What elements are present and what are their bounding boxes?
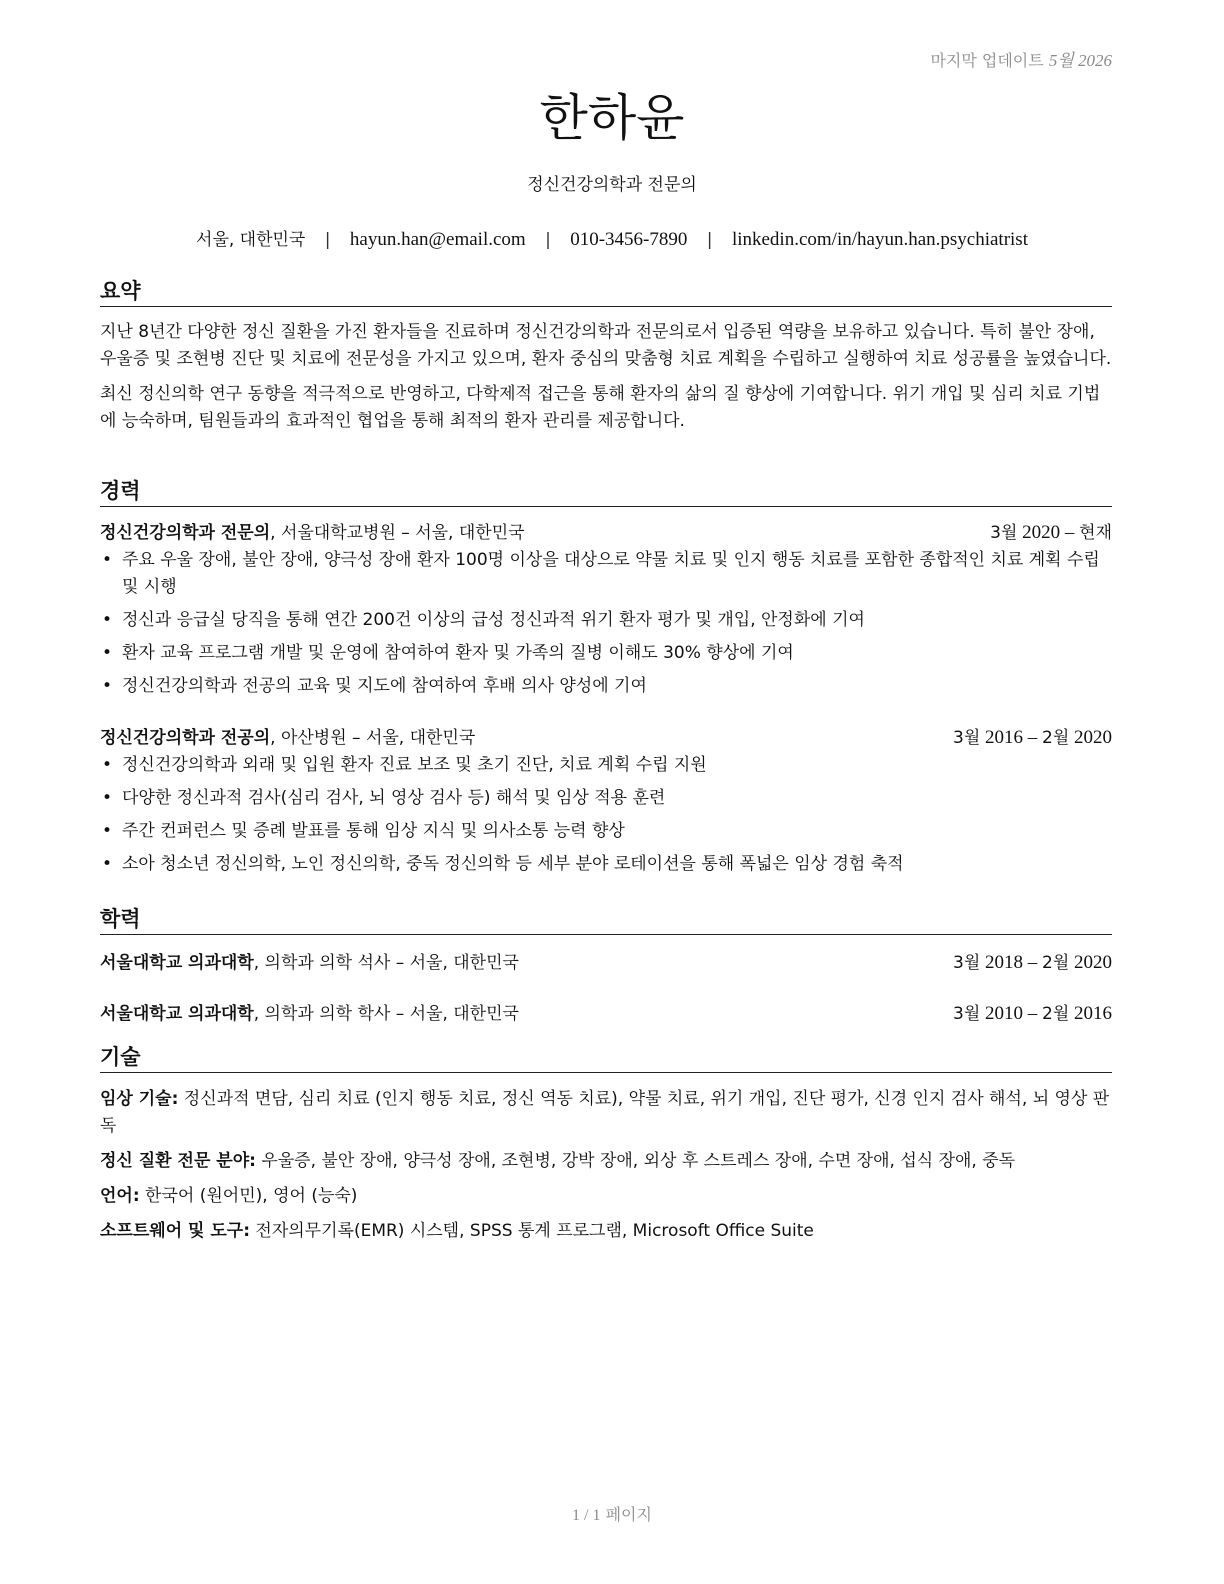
skill-value: 전자의무기록(EMR) 시스템, SPSS 통계 프로그램, Microsoft Office Suite [250, 1221, 814, 1241]
contact-separator: | [706, 230, 713, 250]
skill-label: 언어: [100, 1186, 140, 1206]
degree-detail: , 의학과 의학 석사 – 서울, 대한민국 [253, 953, 519, 973]
degree-detail: , 의학과 의학 학사 – 서울, 대한민국 [253, 1004, 519, 1024]
job-dates: 3월 2020 – 현재 [990, 522, 1112, 543]
summary-heading: 요약 [100, 278, 1112, 307]
list-item: • 정신건강의학과 전공의 교육 및 지도에 참여하여 후배 의사 양성에 기여 [102, 676, 647, 696]
list-item: • 정신건강의학과 외래 및 입원 환자 진료 보조 및 초기 진단, 치료 계획 수립 지원 [102, 755, 707, 775]
last-updated-label: 마지막 업데이트 [930, 51, 1044, 70]
list-item: • 주간 컨퍼런스 및 증례 발표를 통해 임상 지식 및 의사소통 능력 향상 [102, 821, 625, 841]
school-name: 서울대학교 의과대학 [100, 953, 254, 973]
contact-phone: 010-3456-7890 [570, 229, 688, 250]
skills-heading: 기술 [100, 1044, 1112, 1073]
education-section [100, 906, 1112, 1028]
list-item: • 주요 우울 장애, 불안 장애, 양극성 장애 환자 100명 이상을 대상으로 약물 치료 및 인지 행동 치료를 포함한 종합적인 치료 계획 수립 및 시행 [102, 550, 1100, 597]
list-item: • 소아 청소년 정신의학, 노인 정신의학, 중독 정신의학 등 세부 분야 로테이션을 통해 폭넓은 임상 경험 축적 [102, 854, 904, 874]
last-updated-date: 5월 2026 [1048, 51, 1112, 70]
education-dates: 3월 2018 – 2월 2020 [953, 952, 1112, 973]
job-dates: 3월 2016 – 2월 2020 [953, 727, 1112, 748]
skill-line [100, 1086, 1112, 1140]
page-count: 1 / 1 [572, 1507, 601, 1524]
skill-value: 우울증, 불안 장애, 양극성 장애, 조현병, 강박 장애, 외상 후 스트레스 장애, 수면 장애, 섭식 장애, 중독 [255, 1151, 1016, 1171]
skill-value: 한국어 (원어민), 영어 (능숙) [139, 1186, 358, 1206]
education-heading: 학력 [100, 906, 1112, 935]
experience-section [100, 478, 1112, 878]
job-employer: , 서울대학교병원 – 서울, 대한민국 [270, 523, 525, 543]
skill-line [100, 1148, 1112, 1175]
list-item: • 다양한 정신과적 검사(심리 검사, 뇌 영상 검사 등) 해석 및 임상 적용 훈련 [102, 788, 666, 808]
page-word: 페이지 [605, 1505, 652, 1524]
job-title: 정신건강의학과 전문의 [100, 523, 271, 543]
candidate-name: 한하윤 [539, 89, 685, 147]
job-header [100, 519, 1112, 547]
contact-line [0, 225, 1224, 251]
list-item: • 정신과 응급실 당직을 통해 연간 200건 이상의 급성 정신과적 위기 환자 평가 및 개입, 안정화에 기여 [102, 610, 865, 630]
school-name: 서울대학교 의과대학 [100, 1004, 254, 1024]
skill-label: 정신 질환 전문 분야: [100, 1151, 256, 1171]
contact-location: 서울, 대한민국 [196, 230, 306, 250]
summary-section [100, 278, 1112, 435]
contact-linkedin-link[interactable]: linkedin.com/in/hayun.han.psychiatrist [731, 229, 1028, 250]
summary-paragraph: 지난 8년간 다양한 정신 질환을 가진 환자들을 진료하며 정신건강의학과 전문의로서 입증된 역량을 보유하고 있습니다. 특히 불안 장애, 우울증 및 조현병 진단 및 치료에 전문성을 가지고 있으며, 환자 중심의 맞춤형 치료 계획을 수립하고 실행하여 치료 성공률을 높였습니다. [100, 322, 1112, 369]
job-header [100, 724, 1112, 752]
skill-label: 임상 기술: [100, 1089, 179, 1109]
skill-line [100, 1218, 1112, 1245]
last-updated [930, 46, 1112, 71]
skill-value: 정신과적 면담, 심리 치료 (인지 행동 치료, 정신 역동 치료), 약물 치료, 위기 개입, 진단 평가, 신경 인지 검사 해석, 뇌 영상 판독 [100, 1089, 1110, 1136]
job-bullets [100, 547, 1112, 700]
candidate-role: 정신건강의학과 전문의 [527, 175, 697, 195]
contact-separator: | [545, 230, 551, 250]
job-bullets [100, 752, 1112, 878]
skill-label: 소프트웨어 및 도구: [100, 1221, 251, 1241]
job-title: 정신건강의학과 전공의 [100, 728, 271, 748]
skill-line [100, 1183, 1112, 1210]
page-number [0, 1502, 1224, 1525]
contact-separator: | [324, 230, 331, 250]
job-entry [100, 519, 1112, 700]
education-entry [100, 949, 1112, 977]
list-item: • 환자 교육 프로그램 개발 및 운영에 참여하여 환자 및 가족의 질병 이해도 30% 향상에 기여 [102, 643, 794, 663]
job-entry [100, 724, 1112, 878]
contact-email-link[interactable]: hayun.han@email.com [349, 229, 526, 250]
job-employer: , 아산병원 – 서울, 대한민국 [270, 728, 476, 748]
education-dates: 3월 2010 – 2월 2016 [953, 1003, 1112, 1024]
education-entry [100, 1000, 1112, 1028]
experience-heading: 경력 [100, 478, 1112, 507]
summary-paragraph: 최신 정신의학 연구 동향을 적극적으로 반영하고, 다학제적 접근을 통해 환자의 삶의 질 향상에 기여합니다. 위기 개입 및 심리 치료 기법에 능숙하며, 팀원들과의 효과적인 협업을 통해 최적의 환자 관리를 제공합니다. [100, 384, 1101, 431]
skills-section [100, 1044, 1112, 1245]
